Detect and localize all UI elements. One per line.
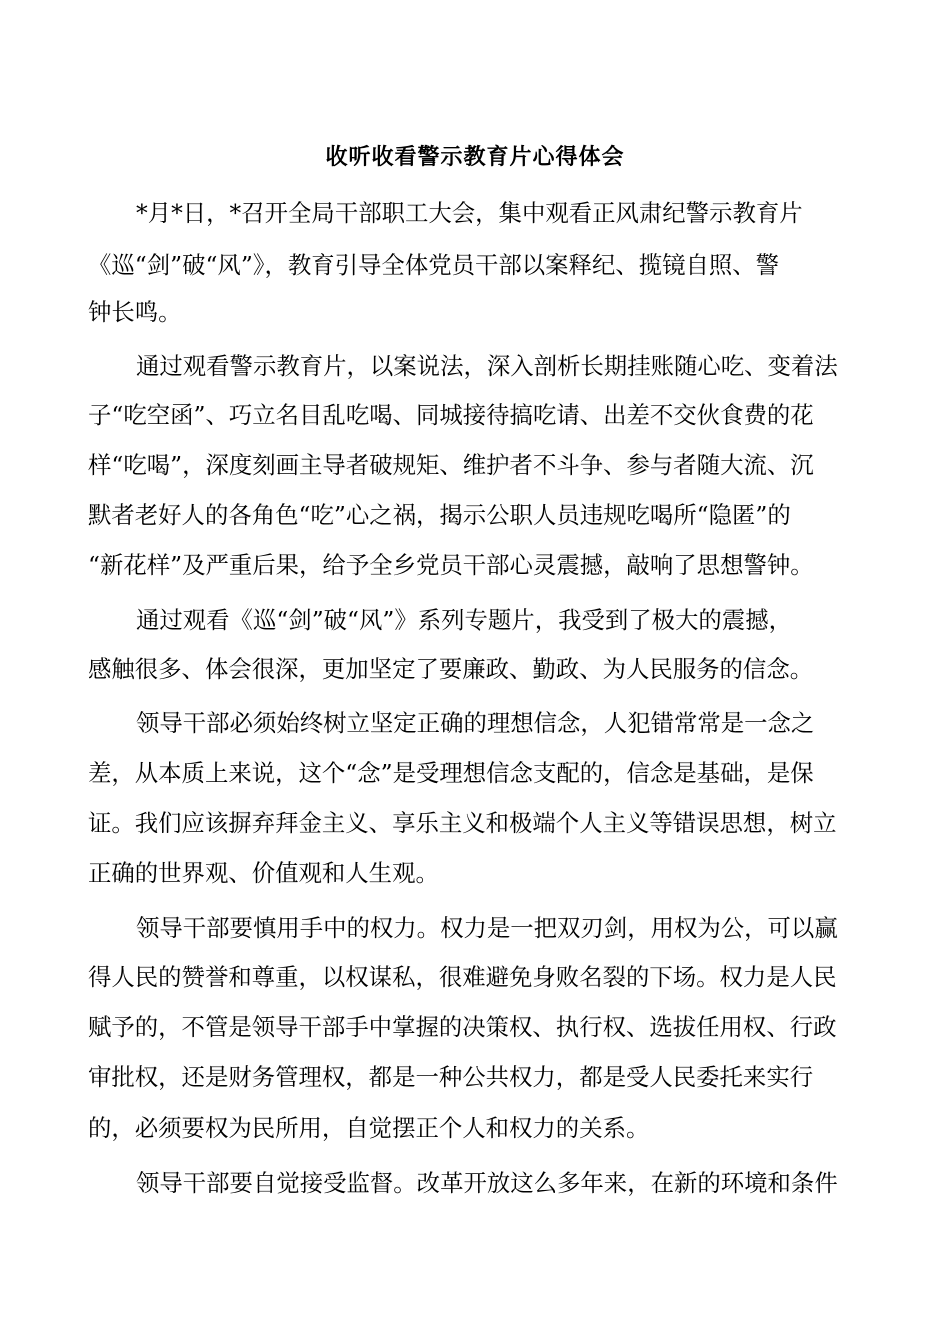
paragraph-line: 的，必须要权为民所用，自觉摆正个人和权力的关系。 [88,1114,650,1142]
paragraph-line: 子“吃空函”、巧立名目乱吃喝、同城接待搞吃请、出差不交伙食费的花 [88,401,814,429]
paragraph-line: “新花样”及严重后果，给予全乡党员干部心灵震撼，敲响了思想警钟。 [88,551,814,579]
paragraph-line: 样“吃喝”，深度刻画主导者破规矩、维护者不斗争、参与者随大流、沉 [88,451,814,479]
paragraph-line: 默者老好人的各角色“吃”心之祸，揭示公职人员违规吃喝所“隐匿”的 [88,501,791,529]
paragraph-line: 正确的世界观、价值观和人生观。 [88,859,439,887]
paragraph-line: 通过观看《巡“剑”破“风”》系列专题片，我受到了极大的震撼， [136,606,792,634]
paragraph-line: 通过观看警示教育片，以案说法，深入剖析长期挂账随心吃、变着法 [136,352,838,380]
paragraph-line: 审批权，还是财务管理权，都是一种公共权力，都是受人民委托来实行 [88,1063,814,1091]
paragraph-line: 《巡“剑”破“风”》，教育引导全体党员干部以案释纪、揽镜自照、警 [88,251,780,279]
paragraph-line: 领导干部要慎用手中的权力。权力是一把双刃剑，用权为公，可以赢 [136,914,838,942]
paragraph-line: *月*日，*召开全局干部职工大会，集中观看正风肃纪警示教育片 [136,199,803,227]
paragraph-line: 领导干部必须始终树立坚定正确的理想信念，人犯错常常是一念之 [136,709,815,737]
document-title: 收听收看警示教育片心得体会 [325,145,625,170]
paragraph-line: 赋予的，不管是领导干部手中掌握的决策权、执行权、选拔任用权、行政 [88,1013,837,1041]
paragraph-line: 领导干部要自觉接受监督。改革开放这么多年来，在新的环境和条件 [136,1169,838,1197]
paragraph-line: 得人民的赞誉和尊重，以权谋私，很难避免身败名裂的下场。权力是人民 [88,963,837,991]
paragraph-line: 证。我们应该摒弃拜金主义、享乐主义和极端个人主义等错误思想，树立 [88,809,837,837]
paragraph-line: 感触很多、体会很深，更加坚定了要廉政、勤政、为人民服务的信念。 [88,655,814,683]
paragraph-line: 钟长鸣。 [88,298,182,326]
paragraph-line: 差，从本质上来说，这个“念”是受理想信念支配的，信念是基础，是保 [88,759,814,787]
